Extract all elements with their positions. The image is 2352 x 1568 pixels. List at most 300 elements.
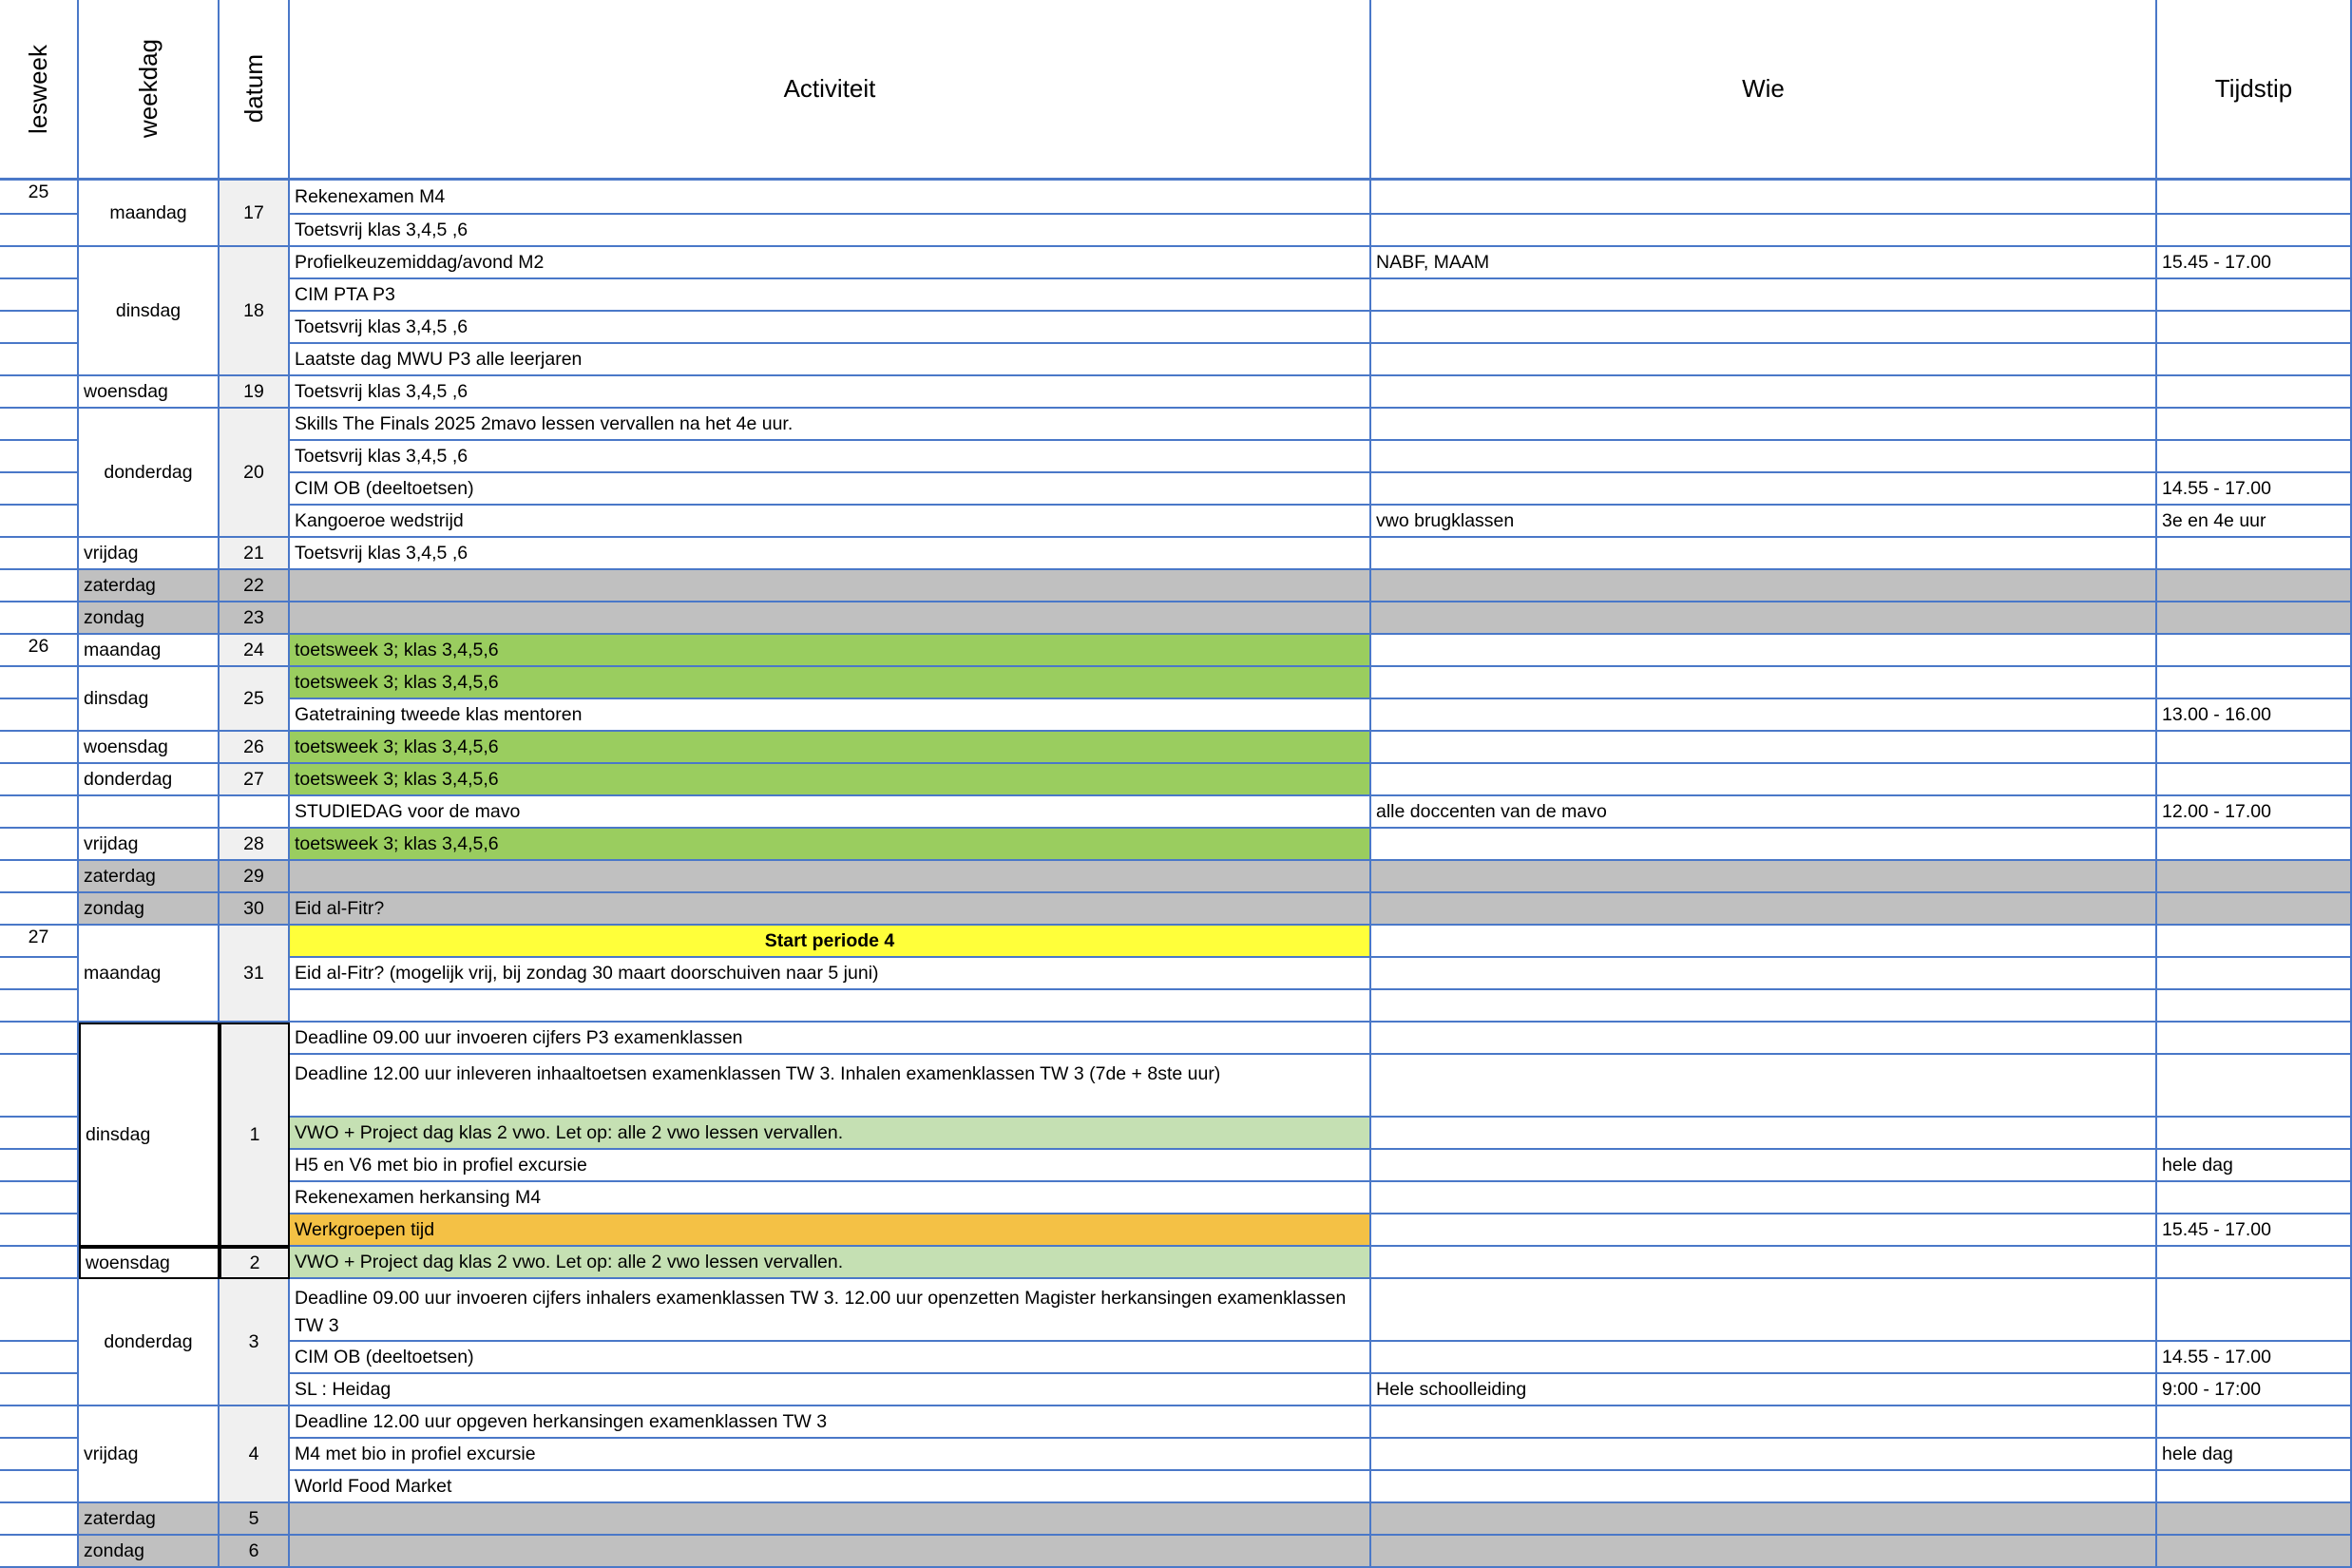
activity-cell-text: Toetsvrij klas 3,4,5 ,6 bbox=[295, 316, 468, 337]
activity-cell[interactable] bbox=[290, 1118, 1371, 1150]
lesweek-cell[interactable] bbox=[0, 635, 79, 667]
wie-cell[interactable] bbox=[1371, 376, 2157, 409]
activity-cell[interactable] bbox=[290, 344, 1371, 376]
activity-cell[interactable] bbox=[290, 376, 1371, 409]
activity-cell-text: CIM PTA P3 bbox=[295, 283, 395, 305]
wie-cell[interactable] bbox=[1371, 699, 2157, 732]
wie-cell[interactable] bbox=[1371, 667, 2157, 699]
tijdstip-cell[interactable] bbox=[2157, 1406, 2352, 1439]
datum-cell-text: 22 bbox=[243, 574, 264, 596]
activity-cell-text: SL : Heidag bbox=[295, 1378, 392, 1400]
activity-cell-text: Toetsvrij klas 3,4,5 ,6 bbox=[295, 380, 468, 402]
activity-cell[interactable] bbox=[290, 1536, 1371, 1568]
lesweek-cell[interactable] bbox=[0, 215, 79, 247]
wie-cell[interactable] bbox=[1371, 441, 2157, 473]
activity-cell[interactable] bbox=[290, 990, 1371, 1023]
header-tijdstip-text: Tijdstip bbox=[2214, 74, 2293, 104]
datum-cell[interactable] bbox=[220, 1406, 290, 1503]
datum-cell[interactable] bbox=[220, 1023, 290, 1247]
datum-cell-text: 24 bbox=[243, 639, 264, 660]
datum-cell[interactable] bbox=[220, 1503, 290, 1536]
tijdstip-cell[interactable] bbox=[2157, 1118, 2352, 1150]
tijdstip-cell[interactable] bbox=[2157, 1471, 2352, 1503]
wie-cell[interactable] bbox=[1371, 1150, 2157, 1182]
datum-cell-text: 30 bbox=[243, 897, 264, 919]
activity-cell[interactable] bbox=[290, 409, 1371, 441]
wie-cell[interactable] bbox=[1371, 473, 2157, 506]
activity-cell-text: Deadline 12.00 uur opgeven herkansingen examenklassen TW 3 bbox=[295, 1410, 828, 1432]
tijdstip-cell[interactable] bbox=[2157, 312, 2352, 344]
tijdstip-cell[interactable] bbox=[2157, 958, 2352, 990]
weekdag-cell[interactable] bbox=[79, 376, 220, 409]
wie-cell[interactable] bbox=[1371, 796, 2157, 829]
tijdstip-cell[interactable] bbox=[2157, 861, 2352, 893]
activity-cell[interactable] bbox=[290, 181, 1371, 215]
datum-cell-text: 4 bbox=[248, 1443, 259, 1464]
datum-cell-text: 26 bbox=[243, 736, 264, 757]
weekdag-cell[interactable] bbox=[79, 635, 220, 667]
tijdstip-cell-text: 15.45 - 17.00 bbox=[2162, 251, 2271, 273]
lesweek-cell[interactable] bbox=[0, 1279, 79, 1342]
activity-cell-text: H5 en V6 met bio in profiel excursie bbox=[295, 1154, 587, 1176]
datum-cell[interactable] bbox=[220, 667, 290, 732]
tijdstip-cell[interactable] bbox=[2157, 441, 2352, 473]
header-lesweek bbox=[0, 0, 79, 181]
weekdag-cell-text: donderdag bbox=[104, 1330, 193, 1352]
lesweek-cell[interactable] bbox=[0, 861, 79, 893]
tijdstip-cell[interactable] bbox=[2157, 376, 2352, 409]
datum-cell-text: 3 bbox=[248, 1330, 259, 1352]
weekdag-cell-text: maandag bbox=[84, 639, 162, 660]
wie-cell[interactable] bbox=[1371, 1342, 2157, 1374]
activity-cell[interactable] bbox=[290, 893, 1371, 926]
activity-cell[interactable] bbox=[290, 1182, 1371, 1214]
activity-cell[interactable] bbox=[290, 215, 1371, 247]
tijdstip-cell[interactable] bbox=[2157, 602, 2352, 635]
activity-cell-text: Skills The Finals 2025 2mavo lessen vervallen na het 4e uur. bbox=[295, 412, 794, 434]
wie-cell[interactable] bbox=[1371, 279, 2157, 312]
tijdstip-cell[interactable] bbox=[2157, 1055, 2352, 1118]
activity-cell[interactable] bbox=[290, 1150, 1371, 1182]
activity-cell[interactable] bbox=[290, 1214, 1371, 1247]
lesweek-cell[interactable] bbox=[0, 312, 79, 344]
datum-cell[interactable] bbox=[220, 1247, 290, 1279]
activity-cell-text: Toetsvrij klas 3,4,5 ,6 bbox=[295, 445, 468, 467]
activity-cell[interactable] bbox=[290, 570, 1371, 602]
datum-cell[interactable] bbox=[220, 732, 290, 764]
datum-cell[interactable] bbox=[220, 181, 290, 247]
activity-cell[interactable] bbox=[290, 699, 1371, 732]
lesweek-cell[interactable] bbox=[0, 1439, 79, 1471]
tijdstip-cell[interactable] bbox=[2157, 699, 2352, 732]
wie-cell[interactable] bbox=[1371, 570, 2157, 602]
datum-cell-text: 20 bbox=[243, 461, 264, 483]
datum-cell[interactable] bbox=[220, 893, 290, 926]
wie-cell[interactable] bbox=[1371, 1374, 2157, 1406]
activity-cell[interactable] bbox=[290, 635, 1371, 667]
tijdstip-cell[interactable] bbox=[2157, 247, 2352, 279]
wie-cell[interactable] bbox=[1371, 861, 2157, 893]
wie-cell[interactable] bbox=[1371, 990, 2157, 1023]
tijdstip-cell-text: hele dag bbox=[2162, 1154, 2233, 1176]
tijdstip-cell[interactable] bbox=[2157, 473, 2352, 506]
wie-cell[interactable] bbox=[1371, 1182, 2157, 1214]
tijdstip-cell[interactable] bbox=[2157, 1439, 2352, 1471]
datum-cell[interactable] bbox=[220, 861, 290, 893]
wie-cell-text: vwo brugklassen bbox=[1376, 509, 1515, 531]
wie-cell[interactable] bbox=[1371, 1055, 2157, 1118]
tijdstip-cell-text: 15.45 - 17.00 bbox=[2162, 1218, 2271, 1240]
lesweek-cell[interactable] bbox=[0, 279, 79, 312]
tijdstip-cell[interactable] bbox=[2157, 635, 2352, 667]
tijdstip-cell[interactable] bbox=[2157, 1279, 2352, 1342]
wie-cell-text: alle doccenten van de mavo bbox=[1376, 800, 1607, 822]
lesweek-cell[interactable] bbox=[0, 247, 79, 279]
weekdag-cell[interactable] bbox=[79, 1503, 220, 1536]
activity-cell[interactable] bbox=[290, 602, 1371, 635]
wie-cell[interactable] bbox=[1371, 958, 2157, 990]
tijdstip-cell-text: 14.55 - 17.00 bbox=[2162, 1346, 2271, 1367]
wie-cell[interactable] bbox=[1371, 1536, 2157, 1568]
tijdstip-cell[interactable] bbox=[2157, 506, 2352, 538]
datum-cell-text: 23 bbox=[243, 606, 264, 628]
lesweek-cell[interactable] bbox=[0, 1023, 79, 1055]
tijdstip-cell[interactable] bbox=[2157, 926, 2352, 958]
datum-cell-text: 27 bbox=[243, 768, 264, 790]
activity-cell-text: CIM OB (deeltoetsen) bbox=[295, 477, 474, 499]
weekdag-cell[interactable] bbox=[79, 861, 220, 893]
wie-cell[interactable] bbox=[1371, 1279, 2157, 1342]
activity-cell[interactable] bbox=[290, 1279, 1371, 1342]
weekdag-cell[interactable] bbox=[79, 409, 220, 538]
weekdag-cell-text: donderdag bbox=[84, 768, 173, 790]
tijdstip-cell-text: hele dag bbox=[2162, 1443, 2233, 1464]
datum-cell-text: 5 bbox=[248, 1507, 259, 1529]
header-activiteit-text: Activiteit bbox=[783, 74, 876, 104]
lesweek-cell[interactable] bbox=[0, 344, 79, 376]
weekdag-cell-text: zondag bbox=[84, 1539, 144, 1561]
activity-cell-text: World Food Market bbox=[295, 1475, 452, 1497]
activity-cell-text: CIM OB (deeltoetsen) bbox=[295, 1346, 474, 1367]
datum-cell-text: 19 bbox=[243, 380, 264, 402]
lesweek-cell[interactable] bbox=[0, 181, 79, 215]
datum-cell-text: 17 bbox=[243, 201, 264, 223]
activity-cell[interactable] bbox=[290, 764, 1371, 796]
wie-cell[interactable] bbox=[1371, 181, 2157, 215]
tijdstip-cell-text: 12.00 - 17.00 bbox=[2162, 800, 2271, 822]
tijdstip-cell[interactable] bbox=[2157, 796, 2352, 829]
lesweek-cell-text: 26 bbox=[28, 636, 49, 657]
activity-cell[interactable] bbox=[290, 1247, 1371, 1279]
tijdstip-cell[interactable] bbox=[2157, 215, 2352, 247]
lesweek-cell-text: 25 bbox=[28, 182, 49, 202]
tijdstip-cell[interactable] bbox=[2157, 667, 2352, 699]
activity-cell-text: Rekenexamen herkansing M4 bbox=[295, 1186, 542, 1208]
lesweek-cell[interactable] bbox=[0, 1182, 79, 1214]
activity-cell[interactable] bbox=[290, 958, 1371, 990]
lesweek-cell[interactable] bbox=[0, 441, 79, 473]
tijdstip-cell[interactable] bbox=[2157, 181, 2352, 215]
lesweek-cell[interactable] bbox=[0, 538, 79, 570]
wie-cell[interactable] bbox=[1371, 1471, 2157, 1503]
lesweek-cell[interactable] bbox=[0, 1406, 79, 1439]
activity-cell[interactable] bbox=[290, 1055, 1371, 1118]
lesweek-cell[interactable] bbox=[0, 1503, 79, 1536]
wie-cell[interactable] bbox=[1371, 1247, 2157, 1279]
activity-cell[interactable] bbox=[290, 829, 1371, 861]
weekdag-cell[interactable] bbox=[79, 1247, 220, 1279]
lesweek-cell[interactable] bbox=[0, 732, 79, 764]
weekdag-cell-text: vrijdag bbox=[84, 832, 139, 854]
activity-cell[interactable] bbox=[290, 506, 1371, 538]
datum-cell[interactable] bbox=[220, 247, 290, 376]
datum-cell[interactable] bbox=[220, 602, 290, 635]
lesweek-cell[interactable] bbox=[0, 667, 79, 699]
weekdag-cell[interactable] bbox=[79, 1279, 220, 1406]
tijdstip-cell[interactable] bbox=[2157, 538, 2352, 570]
weekdag-cell-text: maandag bbox=[109, 201, 187, 223]
wie-cell[interactable] bbox=[1371, 344, 2157, 376]
weekdag-cell-text: maandag bbox=[84, 962, 162, 984]
weekdag-cell-text: zaterdag bbox=[84, 865, 156, 887]
activity-cell-text: Werkgroepen tijd bbox=[295, 1218, 435, 1240]
weekdag-cell[interactable] bbox=[79, 829, 220, 861]
lesweek-cell[interactable] bbox=[0, 1374, 79, 1406]
wie-cell[interactable] bbox=[1371, 732, 2157, 764]
activity-cell-text: Eid al-Fitr? bbox=[295, 897, 385, 919]
activity-cell[interactable] bbox=[290, 1023, 1371, 1055]
weekdag-cell[interactable] bbox=[79, 796, 220, 829]
weekdag-cell[interactable] bbox=[79, 247, 220, 376]
lesweek-cell[interactable] bbox=[0, 990, 79, 1023]
activity-cell[interactable] bbox=[290, 1503, 1371, 1536]
wie-cell[interactable] bbox=[1371, 1118, 2157, 1150]
wie-cell[interactable] bbox=[1371, 1023, 2157, 1055]
tijdstip-cell[interactable] bbox=[2157, 1342, 2352, 1374]
datum-cell-text: 1 bbox=[249, 1123, 260, 1145]
tijdstip-cell[interactable] bbox=[2157, 409, 2352, 441]
tijdstip-cell[interactable] bbox=[2157, 1214, 2352, 1247]
weekdag-cell[interactable] bbox=[79, 538, 220, 570]
wie-cell[interactable] bbox=[1371, 764, 2157, 796]
wie-cell[interactable] bbox=[1371, 926, 2157, 958]
weekdag-cell-text: woensdag bbox=[84, 736, 168, 757]
header-weekdag-text: weekdag bbox=[133, 39, 163, 139]
header-weekdag bbox=[79, 0, 220, 181]
activity-cell-text: STUDIEDAG voor de mavo bbox=[295, 800, 521, 822]
lesweek-cell[interactable] bbox=[0, 1247, 79, 1279]
activity-cell-text: toetsweek 3; klas 3,4,5,6 bbox=[295, 639, 499, 660]
datum-cell-text: 21 bbox=[243, 542, 264, 564]
datum-cell-text: 25 bbox=[243, 687, 264, 709]
weekdag-cell[interactable] bbox=[79, 181, 220, 247]
datum-cell[interactable] bbox=[220, 538, 290, 570]
lesweek-cell[interactable] bbox=[0, 409, 79, 441]
activity-cell-text: Eid al-Fitr? (mogelijk vrij, bij zondag 30 maart doorschuiven naar 5 juni) bbox=[295, 962, 879, 984]
lesweek-cell[interactable] bbox=[0, 1342, 79, 1374]
lesweek-cell[interactable] bbox=[0, 926, 79, 958]
activity-cell[interactable] bbox=[290, 796, 1371, 829]
tijdstip-cell-text: 13.00 - 16.00 bbox=[2162, 703, 2271, 725]
wie-cell-text: NABF, MAAM bbox=[1376, 251, 1490, 273]
lesweek-cell[interactable] bbox=[0, 1214, 79, 1247]
activity-cell-text: Deadline 12.00 uur inleveren inhaaltoetsen examenklassen TW 3. Inhalen examenklassen TW 3 (7de + 8ste uur) bbox=[295, 1063, 1221, 1084]
tijdstip-cell[interactable] bbox=[2157, 1150, 2352, 1182]
wie-cell[interactable] bbox=[1371, 1439, 2157, 1471]
activity-cell[interactable] bbox=[290, 861, 1371, 893]
lesweek-cell[interactable] bbox=[0, 1118, 79, 1150]
datum-cell[interactable] bbox=[220, 409, 290, 538]
activity-cell-text: Rekenexamen M4 bbox=[295, 185, 446, 207]
weekdag-cell-text: woensdag bbox=[86, 1252, 170, 1273]
weekdag-cell[interactable] bbox=[79, 602, 220, 635]
tijdstip-cell[interactable] bbox=[2157, 1247, 2352, 1279]
activity-cell-text: toetsweek 3; klas 3,4,5,6 bbox=[295, 671, 499, 693]
activity-cell-text: Gatetraining tweede klas mentoren bbox=[295, 703, 583, 725]
wie-cell[interactable] bbox=[1371, 215, 2157, 247]
weekdag-cell[interactable] bbox=[79, 570, 220, 602]
weekdag-cell[interactable] bbox=[79, 1536, 220, 1568]
lesweek-cell[interactable] bbox=[0, 376, 79, 409]
weekdag-cell-text: zondag bbox=[84, 897, 144, 919]
tijdstip-cell[interactable] bbox=[2157, 1374, 2352, 1406]
tijdstip-cell[interactable] bbox=[2157, 1023, 2352, 1055]
lesweek-cell[interactable] bbox=[0, 699, 79, 732]
tijdstip-cell[interactable] bbox=[2157, 1536, 2352, 1568]
lesweek-cell[interactable] bbox=[0, 506, 79, 538]
wie-cell[interactable] bbox=[1371, 409, 2157, 441]
wie-cell[interactable] bbox=[1371, 312, 2157, 344]
tijdstip-cell[interactable] bbox=[2157, 344, 2352, 376]
lesweek-cell[interactable] bbox=[0, 570, 79, 602]
tijdstip-cell[interactable] bbox=[2157, 732, 2352, 764]
lesweek-cell[interactable] bbox=[0, 958, 79, 990]
activity-cell[interactable] bbox=[290, 441, 1371, 473]
tijdstip-cell[interactable] bbox=[2157, 570, 2352, 602]
datum-cell-text: 6 bbox=[248, 1539, 259, 1561]
activity-cell-text: VWO + Project dag klas 2 vwo. Let op: alle 2 vwo lessen vervallen. bbox=[295, 1121, 844, 1143]
activity-cell-text: VWO + Project dag klas 2 vwo. Let op: alle 2 vwo lessen vervallen. bbox=[295, 1251, 844, 1272]
weekdag-cell-text: zondag bbox=[84, 606, 144, 628]
wie-cell[interactable] bbox=[1371, 506, 2157, 538]
datum-cell[interactable] bbox=[220, 764, 290, 796]
weekdag-cell-text: dinsdag bbox=[115, 299, 182, 321]
tijdstip-cell[interactable] bbox=[2157, 279, 2352, 312]
lesweek-cell[interactable] bbox=[0, 893, 79, 926]
activity-cell[interactable] bbox=[290, 1342, 1371, 1374]
wie-cell[interactable] bbox=[1371, 1214, 2157, 1247]
activity-cell[interactable] bbox=[290, 1374, 1371, 1406]
wie-cell[interactable] bbox=[1371, 1406, 2157, 1439]
weekdag-cell[interactable] bbox=[79, 926, 220, 1023]
wie-cell[interactable] bbox=[1371, 635, 2157, 667]
activity-cell[interactable] bbox=[290, 1471, 1371, 1503]
header-wie-text: Wie bbox=[1742, 74, 1785, 104]
datum-cell[interactable] bbox=[220, 570, 290, 602]
lesweek-cell[interactable] bbox=[0, 764, 79, 796]
activity-cell[interactable] bbox=[290, 732, 1371, 764]
activity-cell[interactable] bbox=[290, 473, 1371, 506]
header-tijdstip bbox=[2157, 0, 2352, 181]
datum-cell[interactable] bbox=[220, 796, 290, 829]
weekdag-cell-text: zaterdag bbox=[84, 1507, 156, 1529]
weekdag-cell[interactable] bbox=[79, 1023, 220, 1247]
activity-cell[interactable] bbox=[290, 667, 1371, 699]
weekdag-cell[interactable] bbox=[79, 667, 220, 732]
activity-cell-text: M4 met bio in profiel excursie bbox=[295, 1443, 536, 1464]
activity-cell-text: toetsweek 3; klas 3,4,5,6 bbox=[295, 768, 499, 790]
tijdstip-cell[interactable] bbox=[2157, 1182, 2352, 1214]
activity-cell-text: toetsweek 3; klas 3,4,5,6 bbox=[295, 832, 499, 854]
tijdstip-cell[interactable] bbox=[2157, 829, 2352, 861]
datum-cell[interactable] bbox=[220, 1279, 290, 1406]
lesweek-cell[interactable] bbox=[0, 1150, 79, 1182]
weekdag-cell-text: donderdag bbox=[104, 461, 193, 483]
weekdag-cell[interactable] bbox=[79, 732, 220, 764]
activity-cell[interactable] bbox=[290, 279, 1371, 312]
activity-cell-text: Laatste dag MWU P3 alle leerjaren bbox=[295, 348, 583, 370]
tijdstip-cell[interactable] bbox=[2157, 990, 2352, 1023]
lesweek-cell[interactable] bbox=[0, 796, 79, 829]
activity-cell[interactable] bbox=[290, 247, 1371, 279]
header-lesweek-text: lesweek bbox=[24, 44, 53, 134]
datum-cell[interactable] bbox=[220, 1536, 290, 1568]
weekdag-cell-text: woensdag bbox=[84, 380, 168, 402]
wie-cell[interactable] bbox=[1371, 1503, 2157, 1536]
weekdag-cell[interactable] bbox=[79, 764, 220, 796]
wie-cell[interactable] bbox=[1371, 538, 2157, 570]
tijdstip-cell[interactable] bbox=[2157, 1503, 2352, 1536]
tijdstip-cell[interactable] bbox=[2157, 893, 2352, 926]
activity-cell[interactable] bbox=[290, 926, 1371, 958]
datum-cell[interactable] bbox=[220, 829, 290, 861]
wie-cell[interactable] bbox=[1371, 602, 2157, 635]
activity-cell-text: Toetsvrij klas 3,4,5 ,6 bbox=[295, 542, 468, 564]
activity-cell[interactable] bbox=[290, 538, 1371, 570]
lesweek-cell[interactable] bbox=[0, 1536, 79, 1568]
weekdag-cell-text: vrijdag bbox=[84, 542, 139, 564]
weekdag-cell[interactable] bbox=[79, 893, 220, 926]
datum-cell[interactable] bbox=[220, 926, 290, 1023]
lesweek-cell[interactable] bbox=[0, 1055, 79, 1118]
lesweek-cell[interactable] bbox=[0, 602, 79, 635]
datum-cell[interactable] bbox=[220, 635, 290, 667]
weekdag-cell[interactable] bbox=[79, 1406, 220, 1503]
activity-cell-text: toetsweek 3; klas 3,4,5,6 bbox=[295, 736, 499, 757]
lesweek-cell[interactable] bbox=[0, 1471, 79, 1503]
lesweek-cell[interactable] bbox=[0, 473, 79, 506]
datum-cell-text: 31 bbox=[243, 962, 264, 984]
header-datum bbox=[220, 0, 290, 181]
wie-cell-text: Hele schoolleiding bbox=[1376, 1378, 1527, 1400]
activity-cell[interactable] bbox=[290, 312, 1371, 344]
header-activiteit bbox=[290, 0, 1371, 181]
activity-cell-text: Kangoeroe wedstrijd bbox=[295, 509, 464, 531]
weekdag-cell-text: vrijdag bbox=[84, 1443, 139, 1464]
activity-cell-text: Deadline 09.00 uur invoeren cijfers P3 examenklassen bbox=[295, 1026, 743, 1048]
datum-cell[interactable] bbox=[220, 376, 290, 409]
activity-cell[interactable] bbox=[290, 1439, 1371, 1471]
lesweek-cell[interactable] bbox=[0, 829, 79, 861]
tijdstip-cell-text: 3e en 4e uur bbox=[2162, 509, 2266, 531]
weekdag-cell-text: zaterdag bbox=[84, 574, 156, 596]
tijdstip-cell-text: 9:00 - 17:00 bbox=[2162, 1378, 2262, 1400]
wie-cell[interactable] bbox=[1371, 247, 2157, 279]
activity-cell[interactable] bbox=[290, 1406, 1371, 1439]
wie-cell[interactable] bbox=[1371, 829, 2157, 861]
tijdstip-cell[interactable] bbox=[2157, 764, 2352, 796]
wie-cell[interactable] bbox=[1371, 893, 2157, 926]
